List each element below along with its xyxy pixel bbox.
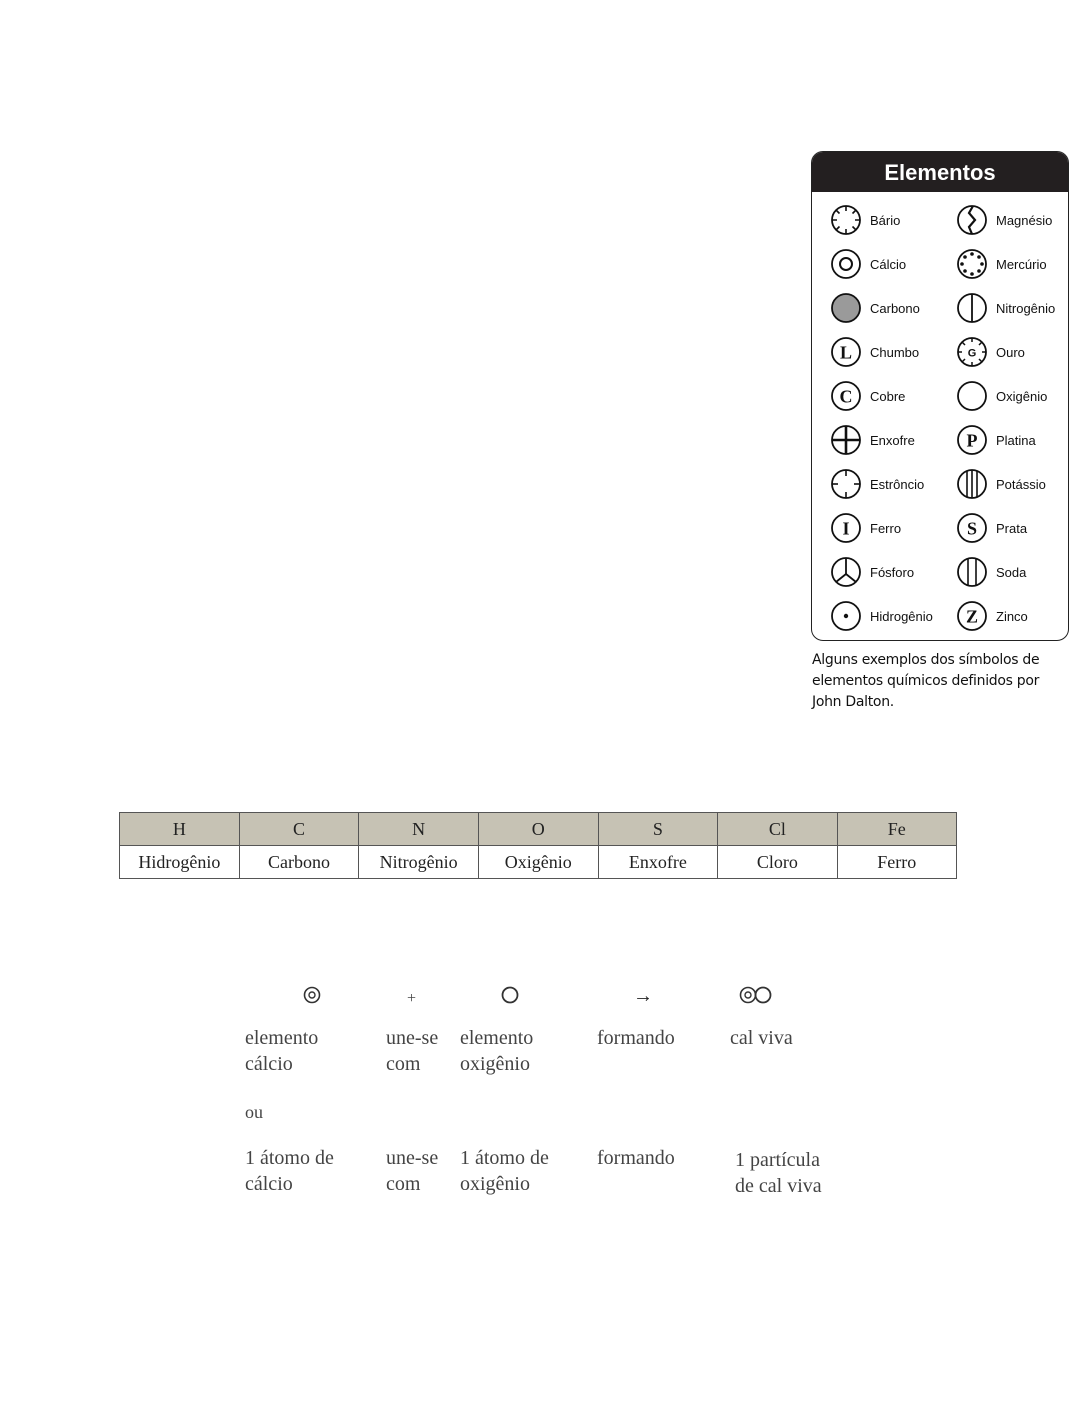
- element-name: Oxigênio: [996, 388, 1048, 404]
- element-name: Potássio: [996, 476, 1046, 492]
- magnesio-icon: [956, 204, 988, 236]
- prata-icon: [956, 512, 988, 544]
- oxigenio-atom-icon: [500, 985, 520, 1005]
- svg-text:P: P: [966, 430, 978, 451]
- element-name: Cobre: [870, 388, 906, 404]
- reaction-text: cálcio: [245, 1053, 293, 1075]
- reaction-text: cálcio: [245, 1173, 293, 1195]
- element-name: Mercúrio: [996, 256, 1047, 272]
- reaction-text: formando: [597, 1027, 675, 1049]
- reaction-text: formando: [597, 1147, 675, 1169]
- reaction-text: 1 partícula: [735, 1149, 820, 1171]
- elements-legend-box: [811, 151, 1069, 641]
- svg-text:I: I: [842, 518, 850, 539]
- oxigenio-icon: [956, 380, 988, 412]
- element-name: Enxofre: [870, 432, 915, 448]
- reaction-or: ou: [245, 1102, 263, 1122]
- plus-sign: +: [407, 990, 417, 1007]
- element-name: Zinco: [996, 608, 1028, 624]
- symbol-cell: N: [359, 813, 479, 846]
- carbono-icon: [830, 292, 862, 324]
- reaction-text: oxigênio: [460, 1173, 530, 1195]
- svg-text:G: G: [967, 347, 977, 360]
- symbol-cell: O: [478, 813, 598, 846]
- reaction-text: de cal viva: [735, 1175, 822, 1197]
- reaction-text: cal viva: [730, 1027, 793, 1049]
- mercurio-icon: [956, 248, 988, 280]
- soda-icon: [956, 556, 988, 588]
- reaction-text: oxigênio: [460, 1053, 530, 1075]
- reaction-text: une-se: [386, 1027, 439, 1049]
- zinco-icon: [956, 600, 988, 632]
- ferro-icon: [830, 512, 862, 544]
- svg-text:S: S: [966, 518, 978, 539]
- element-name: Ferro: [870, 520, 902, 536]
- svg-text:L: L: [839, 342, 853, 363]
- symbol-cell: Fe: [837, 813, 956, 846]
- name-cell: Hidrogênio: [120, 846, 240, 879]
- svg-text:C: C: [839, 386, 853, 407]
- arrow-sign: →: [633, 985, 653, 1007]
- platina-icon: [956, 424, 988, 456]
- reaction-text: elemento: [245, 1027, 319, 1049]
- element-name: Prata: [996, 520, 1028, 536]
- chumbo-icon: [830, 336, 862, 368]
- cobre-icon: [830, 380, 862, 412]
- name-cell: Enxofre: [598, 846, 718, 879]
- fosforo-icon: [830, 556, 862, 588]
- element-name: Cálcio: [870, 256, 907, 272]
- symbols-row: [120, 813, 957, 846]
- reaction-text: com: [386, 1173, 421, 1195]
- element-name: Bário: [870, 212, 901, 228]
- estroncio-icon: [830, 468, 862, 500]
- reaction-text: com: [386, 1053, 421, 1075]
- nitrogenio-icon: [956, 292, 988, 324]
- symbol-cell: S: [598, 813, 718, 846]
- element-name: Ouro: [996, 344, 1025, 360]
- names-row: [120, 846, 957, 879]
- symbol-cell: Cl: [718, 813, 837, 846]
- name-cell: Oxigênio: [478, 846, 598, 879]
- symbol-cell: C: [239, 813, 359, 846]
- symbol-cell: H: [120, 813, 240, 846]
- elements-title: Elementos: [812, 152, 1068, 192]
- svg-text:Z: Z: [965, 606, 979, 627]
- element-name: Carbono: [870, 300, 920, 316]
- reaction-text: elemento: [460, 1027, 534, 1049]
- reaction-text: 1 átomo de: [460, 1147, 549, 1169]
- element-name: Magnésio: [996, 212, 1053, 228]
- name-cell: Ferro: [837, 846, 956, 879]
- element-name: Platina: [996, 432, 1036, 448]
- reaction-text: une-se: [386, 1147, 439, 1169]
- element-name: Nitrogênio: [996, 300, 1056, 316]
- potassio-icon: [956, 468, 988, 500]
- name-cell: Carbono: [239, 846, 359, 879]
- name-cell: Cloro: [718, 846, 837, 879]
- calcio-icon: [830, 248, 862, 280]
- enxofre-icon: [830, 424, 862, 456]
- bario-icon: [830, 204, 862, 236]
- elements-caption: Alguns exemplos dos símbolos de elementos químicos definidos por John Dalton.: [812, 652, 1040, 710]
- element-name: Estrôncio: [870, 476, 925, 492]
- calcio-atom-icon: [302, 985, 322, 1005]
- element-name: Soda: [996, 564, 1027, 580]
- ouro-icon: [956, 336, 988, 368]
- element-name: Chumbo: [870, 344, 920, 360]
- name-cell: Nitrogênio: [359, 846, 479, 879]
- element-name: Hidrogênio: [870, 608, 933, 624]
- reaction-text: 1 átomo de: [245, 1147, 334, 1169]
- cal-viva-particle-icon: [738, 985, 774, 1005]
- element-name: Fósforo: [870, 564, 915, 580]
- hidrogenio-icon: [830, 600, 862, 632]
- symbols-table: [119, 812, 957, 879]
